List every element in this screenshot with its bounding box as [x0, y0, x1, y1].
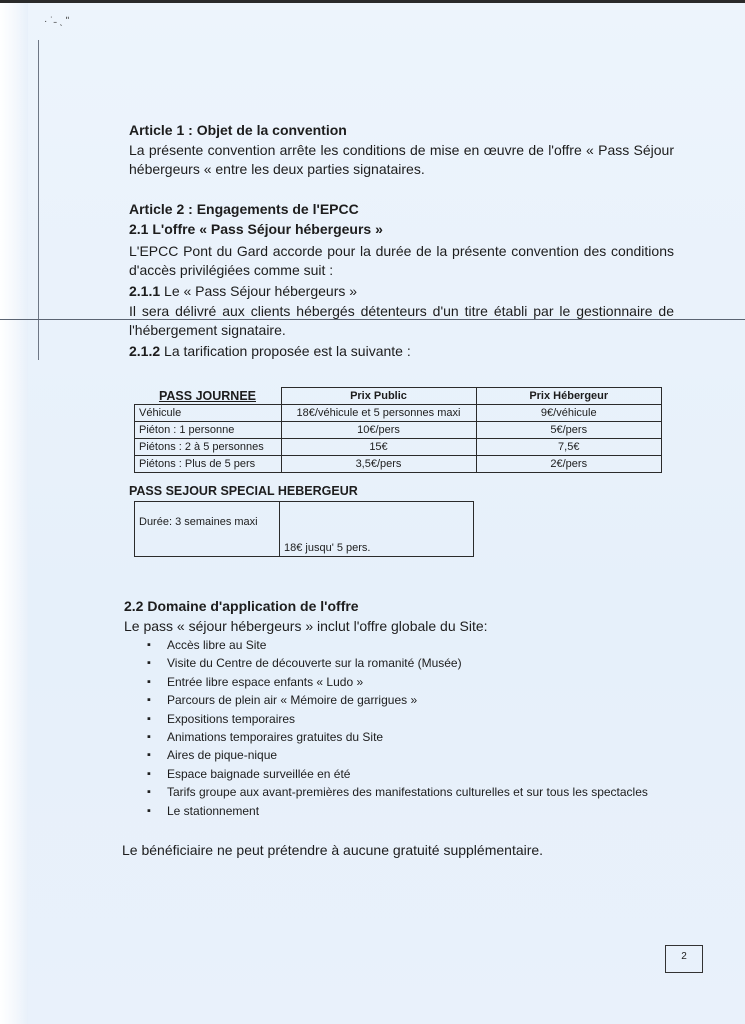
pass-sejour-price: 18€ jusqu' 5 pers. [280, 502, 474, 557]
list-item: ▪ Expositions temporaires [147, 710, 667, 728]
pass-sejour-duration: Durée: 3 semaines maxi [135, 502, 280, 557]
list-item: ▪ Espace baignade surveillée en été [147, 765, 667, 783]
list-item: ▪ Parcours de plein air « Mémoire de garrigues » [147, 691, 667, 709]
section211-number: 2.1.1 [129, 283, 161, 299]
section212-number: 2.1.2 [129, 343, 161, 359]
list-item: ▪ Tarifs groupe aux avant-premières des manifestations culturelles et sur tous les spectacles [147, 783, 667, 801]
section21-title: 2.1 L'offre « Pass Séjour hébergeurs » [129, 221, 383, 237]
pass-journee-header: PASS JOURNEE [135, 388, 282, 405]
list-item: ▪ Aires de pique-nique [147, 746, 667, 764]
page-number: 2 [665, 945, 703, 973]
section212-label: La tarification proposée est la suivante : [160, 343, 411, 359]
pass-sejour-table [134, 501, 474, 557]
row-label: Véhicule [135, 405, 282, 422]
list-item: ▪ Le stationnement [147, 802, 667, 820]
pass-sejour-title: PASS SEJOUR SPECIAL HEBERGEUR [129, 484, 358, 498]
row-public-price: 3,5€/pers [281, 456, 476, 473]
page-left-edge [0, 0, 28, 1024]
article2-title: Article 2 : Engagements de l'EPCC [129, 201, 359, 217]
row-public-price: 10€/pers [281, 422, 476, 439]
offer-list [147, 636, 667, 820]
section22-outro: Le bénéficiaire ne peut prétendre à aucune gratuité supplémentaire. [122, 842, 544, 858]
table-header-row [135, 388, 662, 405]
row-host-price: 9€/véhicule [476, 405, 662, 422]
table-row [135, 405, 662, 422]
section21-text: L'EPCC Pont du Gard accorde pour la durée de la présente convention des conditions d'accès privilégiées comme suit : [129, 243, 674, 278]
margin-line [38, 40, 39, 360]
row-host-price: 7,5€ [476, 439, 662, 456]
section211-heading [129, 282, 674, 301]
table-row [135, 439, 662, 456]
article1-title: Article 1 : Objet de la convention [129, 122, 347, 138]
row-host-price: 2€/pers [476, 456, 662, 473]
row-public-price: 15€ [281, 439, 476, 456]
row-host-price: 5€/pers [476, 422, 662, 439]
list-item: ▪ Visite du Centre de découverte sur la romanité (Musée) [147, 654, 667, 672]
section211-body: Il sera délivré aux clients hébergés détenteurs d'un titre établi par le gestionnaire de l'hébergement signataire. [129, 303, 674, 338]
prix-hebergeur-header: Prix Hébergeur [476, 388, 662, 405]
row-label: Piétons : 2 à 5 personnes [135, 439, 282, 456]
section211-label: Le « Pass Séjour hébergeurs » [160, 283, 358, 299]
section212-heading [129, 342, 674, 361]
list-item: ▪ Animations temporaires gratuites du Site [147, 728, 667, 746]
page-top-edge [0, 0, 745, 3]
list-item: ▪ Accès libre au Site [147, 636, 667, 654]
row-label: Piéton : 1 personne [135, 422, 282, 439]
pass-journee-table [134, 387, 662, 473]
list-item: ▪ Entrée libre espace enfants « Ludo » [147, 673, 667, 691]
prix-public-header: Prix Public [281, 388, 476, 405]
table-row [135, 502, 474, 557]
section22-title: 2.2 Domaine d'application de l'offre [124, 598, 359, 614]
row-label: Piétons : Plus de 5 pers [135, 456, 282, 473]
row-public-price: 18€/véhicule et 5 personnes maxi [281, 405, 476, 422]
table-row [135, 422, 662, 439]
table-row [135, 456, 662, 473]
section22-intro: Le pass « séjour hébergeurs » inclut l'offre globale du Site: [124, 618, 488, 634]
article1-text: La présente convention arrête les conditions de mise en œuvre de l'offre « Pass Séjour hébergeurs « entre les deux parties signataires. [129, 142, 674, 177]
scan-marks: · ˙˗ ˎ ʺ [44, 16, 70, 27]
